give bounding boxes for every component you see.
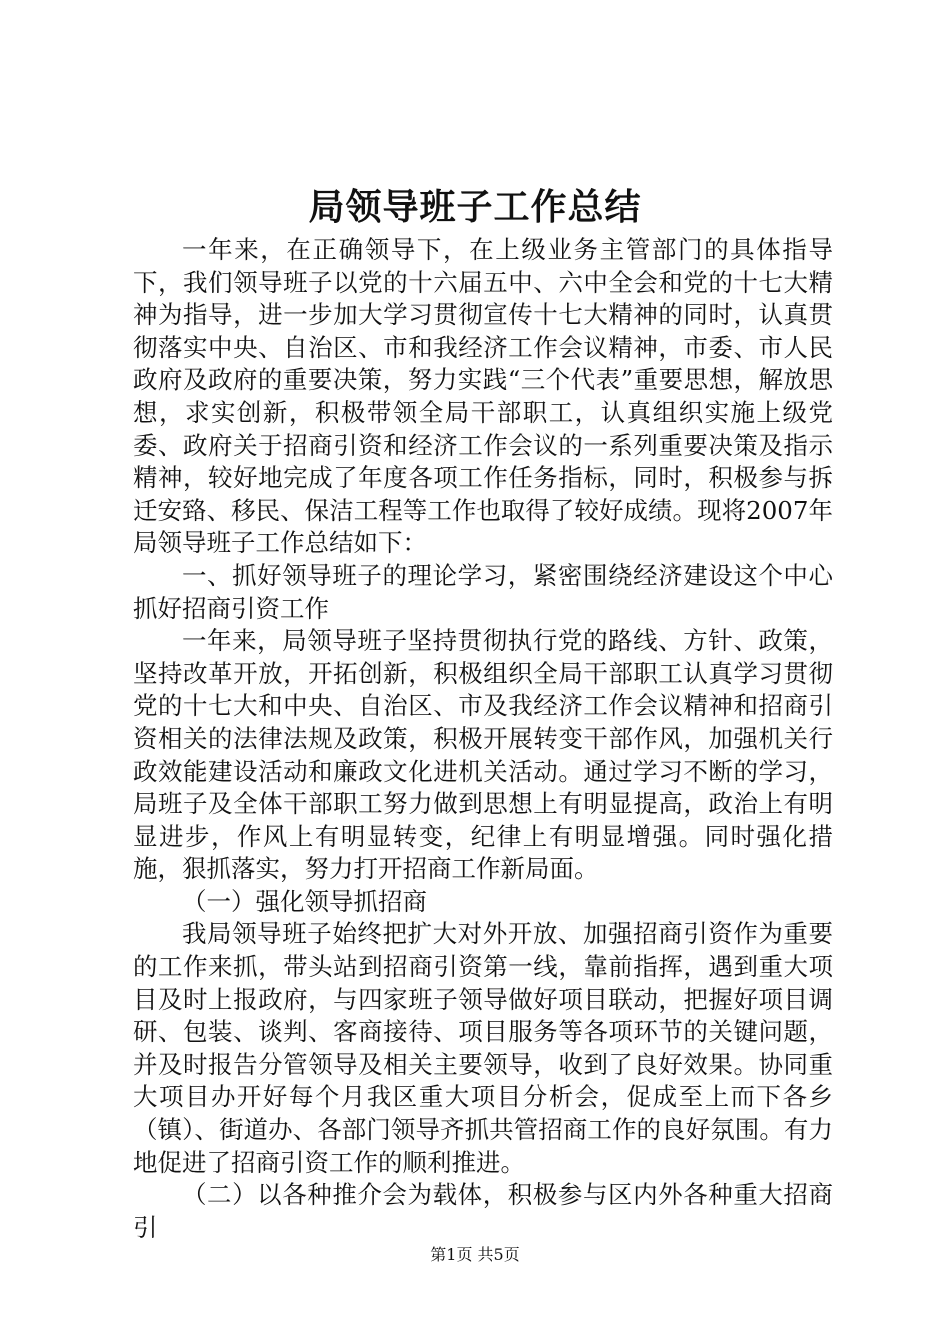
subsection-heading-1: （一）强化领导抓招商: [182, 886, 427, 916]
paragraph-section-1: 一年来，局领导班子坚持贯彻执行党的路线、方针、政策，坚持改革开放，开拓创新，积极组织全局干部职工认真学习贯彻党的十七大和中央、自治区、市及我经济工作会议精神和招商引资相关的法律法规及政策，积极开展转变干部作风，加强机关行政效能建设活动和廉政文化进机关活动。通过学习不断的学习，局班子及全体干部职工努力做到思想上有明显提高，政治上有明显进步，作风上有明显转变，纪律上有明显增强。同时强化措施，狠抓落实，努力打开招商工作新局面。: [133, 626, 833, 884]
paragraph-intro: 一年来，在正确领导下，在上级业务主管部门的具体指导下，我们领导班子以党的十六届五中、六中全会和党的十七大精神为指导，进一步加大学习贯彻宣传十七大精神的同时，认真贯彻落实中央、自治区、市和我经济工作会议精神，市委、市人民政府及政府的重要决策，努力实践“三个代表”重要思想，解放思想，求实创新，积极带领全局干部职工，认真组织实施上级党委、政府关于招商引资和经济工作会议的一系列重要决策及指示精神，较好地完成了年度各项工作任务指标，同时，积极参与拆迁安臵、移民、保洁工程等工作也取得了较好成绩。现将2007年局领导班子工作总结如下：: [133, 235, 833, 558]
subsection-heading-2: （二）以各种推介会为载体，积极参与区内外各种重大招商引: [133, 1180, 833, 1242]
page-footer: 第1页 共5页: [430, 1245, 520, 1264]
section-heading-1: 一、抓好领导班子的理论学习，紧密围绕经济建设这个中心抓好招商引资工作: [133, 560, 833, 623]
document-body: [133, 234, 833, 1244]
paragraph-subsection-1: 我局领导班子始终把扩大对外开放、加强招商引资作为重要的工作来抓，带头站到招商引资第一线，靠前指挥，遇到重大项目及时上报政府，与四家班子领导做好项目联动，把握好项目调研、包装、谈判、客商接待、项目服务等各项环节的关键问题，并及时报告分管领导及相关主要领导，收到了良好效果。协同重大项目办开好每个月我区重大项目分析会，促成至上而下各乡（镇）、街道办、各部门领导齐抓共管招商工作的良好氛围。有力地促进了招商引资工作的顺利推进。: [133, 919, 833, 1177]
document-title: 局领导班子工作总结: [308, 187, 642, 228]
